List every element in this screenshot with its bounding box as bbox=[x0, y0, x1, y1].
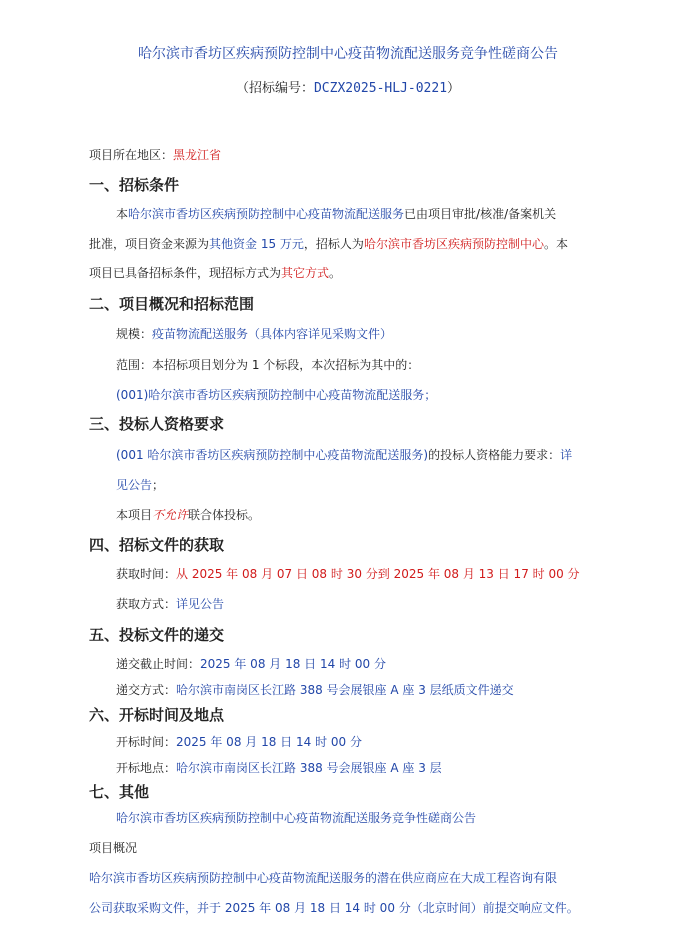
s3-joint-a: 本项目 bbox=[116, 508, 153, 522]
s2-scale-label: 规模： bbox=[116, 327, 153, 341]
s2-range-line: 范围：本招标项目划分为 1 个标段，本次招标为其中的： bbox=[116, 358, 420, 372]
s4-method-value: 详见公告 bbox=[176, 597, 225, 611]
s3-l2-end: ； bbox=[152, 478, 165, 492]
region-line bbox=[89, 147, 221, 163]
s1-funding: 其他资金 15 万元 bbox=[209, 237, 304, 251]
s4-time-label: 获取时间： bbox=[116, 567, 177, 581]
s1-method: 其它方式 bbox=[281, 266, 330, 280]
s7-paragraph-line-2: 公司获取采购文件，并于 2025 年 08 月 18 日 14 时 00 分（北京时间）前提交响应文件。 bbox=[89, 901, 579, 915]
s3-line-2 bbox=[116, 477, 164, 493]
s1-l1-a: 本 bbox=[116, 207, 129, 221]
s1-tenderer: 哈尔滨市香坊区疾病预防控制中心 bbox=[363, 237, 544, 251]
bid-code-prefix: （招标编号： bbox=[235, 81, 314, 96]
s1-line-3 bbox=[89, 265, 341, 281]
s6-place-value: 哈尔滨市南岗区长江路 388 号会展银座 A 座 3 层 bbox=[176, 761, 442, 775]
s5-method-value: 哈尔滨市南岗区长江路 388 号会展银座 A 座 3 层纸质文件递交 bbox=[176, 683, 514, 697]
s3-line-1 bbox=[116, 447, 572, 463]
s3-l2: 见公告 bbox=[116, 478, 153, 492]
s1-line-2 bbox=[89, 236, 568, 252]
s1-l2-c: ，招标人为 bbox=[303, 237, 364, 251]
section-3-heading: 三、投标人资格要求 bbox=[89, 415, 225, 433]
region-label: 项目所在地区： bbox=[89, 148, 174, 162]
s6-time-label: 开标时间： bbox=[116, 735, 177, 749]
s4-time-value: 从 2025 年 08 月 07 日 08 时 30 分到 2025 年 08 月 13 日 17 时 00 分 bbox=[176, 567, 580, 581]
section-4-heading: 四、招标文件的获取 bbox=[89, 536, 225, 554]
s2-scale-line bbox=[116, 326, 392, 342]
s7-overview: 项目概况 bbox=[89, 841, 138, 855]
s1-l2-a: 批准，项目资金来源为 bbox=[89, 237, 210, 251]
s5-method-label: 递交方式： bbox=[116, 683, 177, 697]
s2-scale-value: 疫苗物流配送服务（具体内容详见采购文件） bbox=[152, 327, 393, 341]
section-2-heading: 二、项目概况和招标范围 bbox=[89, 295, 255, 313]
s1-l3-a: 项目已具备招标条件，现招标方式为 bbox=[89, 266, 282, 280]
region-value: 黑龙江省 bbox=[173, 148, 222, 162]
bid-code-suffix: ） bbox=[447, 81, 461, 96]
s1-project-name: 哈尔滨市香坊区疾病预防控制中心疫苗物流配送服务 bbox=[128, 207, 405, 221]
section-6-heading: 六、开标时间及地点 bbox=[89, 706, 225, 724]
s6-place-line bbox=[116, 760, 442, 776]
bid-code-line bbox=[0, 77, 696, 96]
s3-joint-b: 不允许 bbox=[152, 508, 189, 522]
s1-l3-c: 。 bbox=[329, 266, 342, 280]
s5-deadline-line bbox=[116, 656, 386, 672]
s3-l1-c: 详 bbox=[560, 448, 573, 462]
s3-lot-name: (001 哈尔滨市香坊区疾病预防控制中心疫苗物流配送服务) bbox=[116, 448, 429, 462]
s5-method-line bbox=[116, 682, 514, 698]
s7-title-line: 哈尔滨市香坊区疾病预防控制中心疫苗物流配送服务竞争性磋商公告 bbox=[116, 811, 477, 825]
s6-place-label: 开标地点： bbox=[116, 761, 177, 775]
s1-line-1 bbox=[116, 206, 556, 222]
s4-method-label: 获取方式： bbox=[116, 597, 177, 611]
page-title: 哈尔滨市香坊区疾病预防控制中心疫苗物流配送服务竞争性磋商公告 bbox=[138, 46, 558, 62]
s6-time-value: 2025 年 08 月 18 日 14 时 00 分 bbox=[176, 735, 362, 749]
s3-joint-c: 联合体投标。 bbox=[188, 508, 261, 522]
s2-lot-line: (001)哈尔滨市香坊区疾病预防控制中心疫苗物流配送服务； bbox=[116, 388, 437, 402]
s5-deadline-label: 递交截止时间： bbox=[116, 657, 201, 671]
s4-time-line bbox=[116, 566, 580, 582]
s4-method-line bbox=[116, 596, 224, 612]
section-5-heading: 五、投标文件的递交 bbox=[89, 626, 225, 644]
s3-l1-b: 的投标人资格能力要求： bbox=[428, 448, 561, 462]
s3-joint-line bbox=[116, 507, 260, 523]
s5-deadline-value: 2025 年 08 月 18 日 14 时 00 分 bbox=[200, 657, 386, 671]
s1-l2-e: 。本 bbox=[543, 237, 568, 251]
section-1-heading: 一、招标条件 bbox=[89, 176, 180, 194]
bid-code: DCZX2025-HLJ-0221 bbox=[313, 81, 448, 96]
s1-l1-c: 已由项目审批/核准/备案机关 bbox=[404, 207, 557, 221]
s7-paragraph-line-1: 哈尔滨市香坊区疾病预防控制中心疫苗物流配送服务的潜在供应商应在大成工程咨询有限 bbox=[89, 871, 558, 885]
section-7-heading: 七、其他 bbox=[89, 783, 150, 801]
s6-time-line bbox=[116, 734, 362, 750]
